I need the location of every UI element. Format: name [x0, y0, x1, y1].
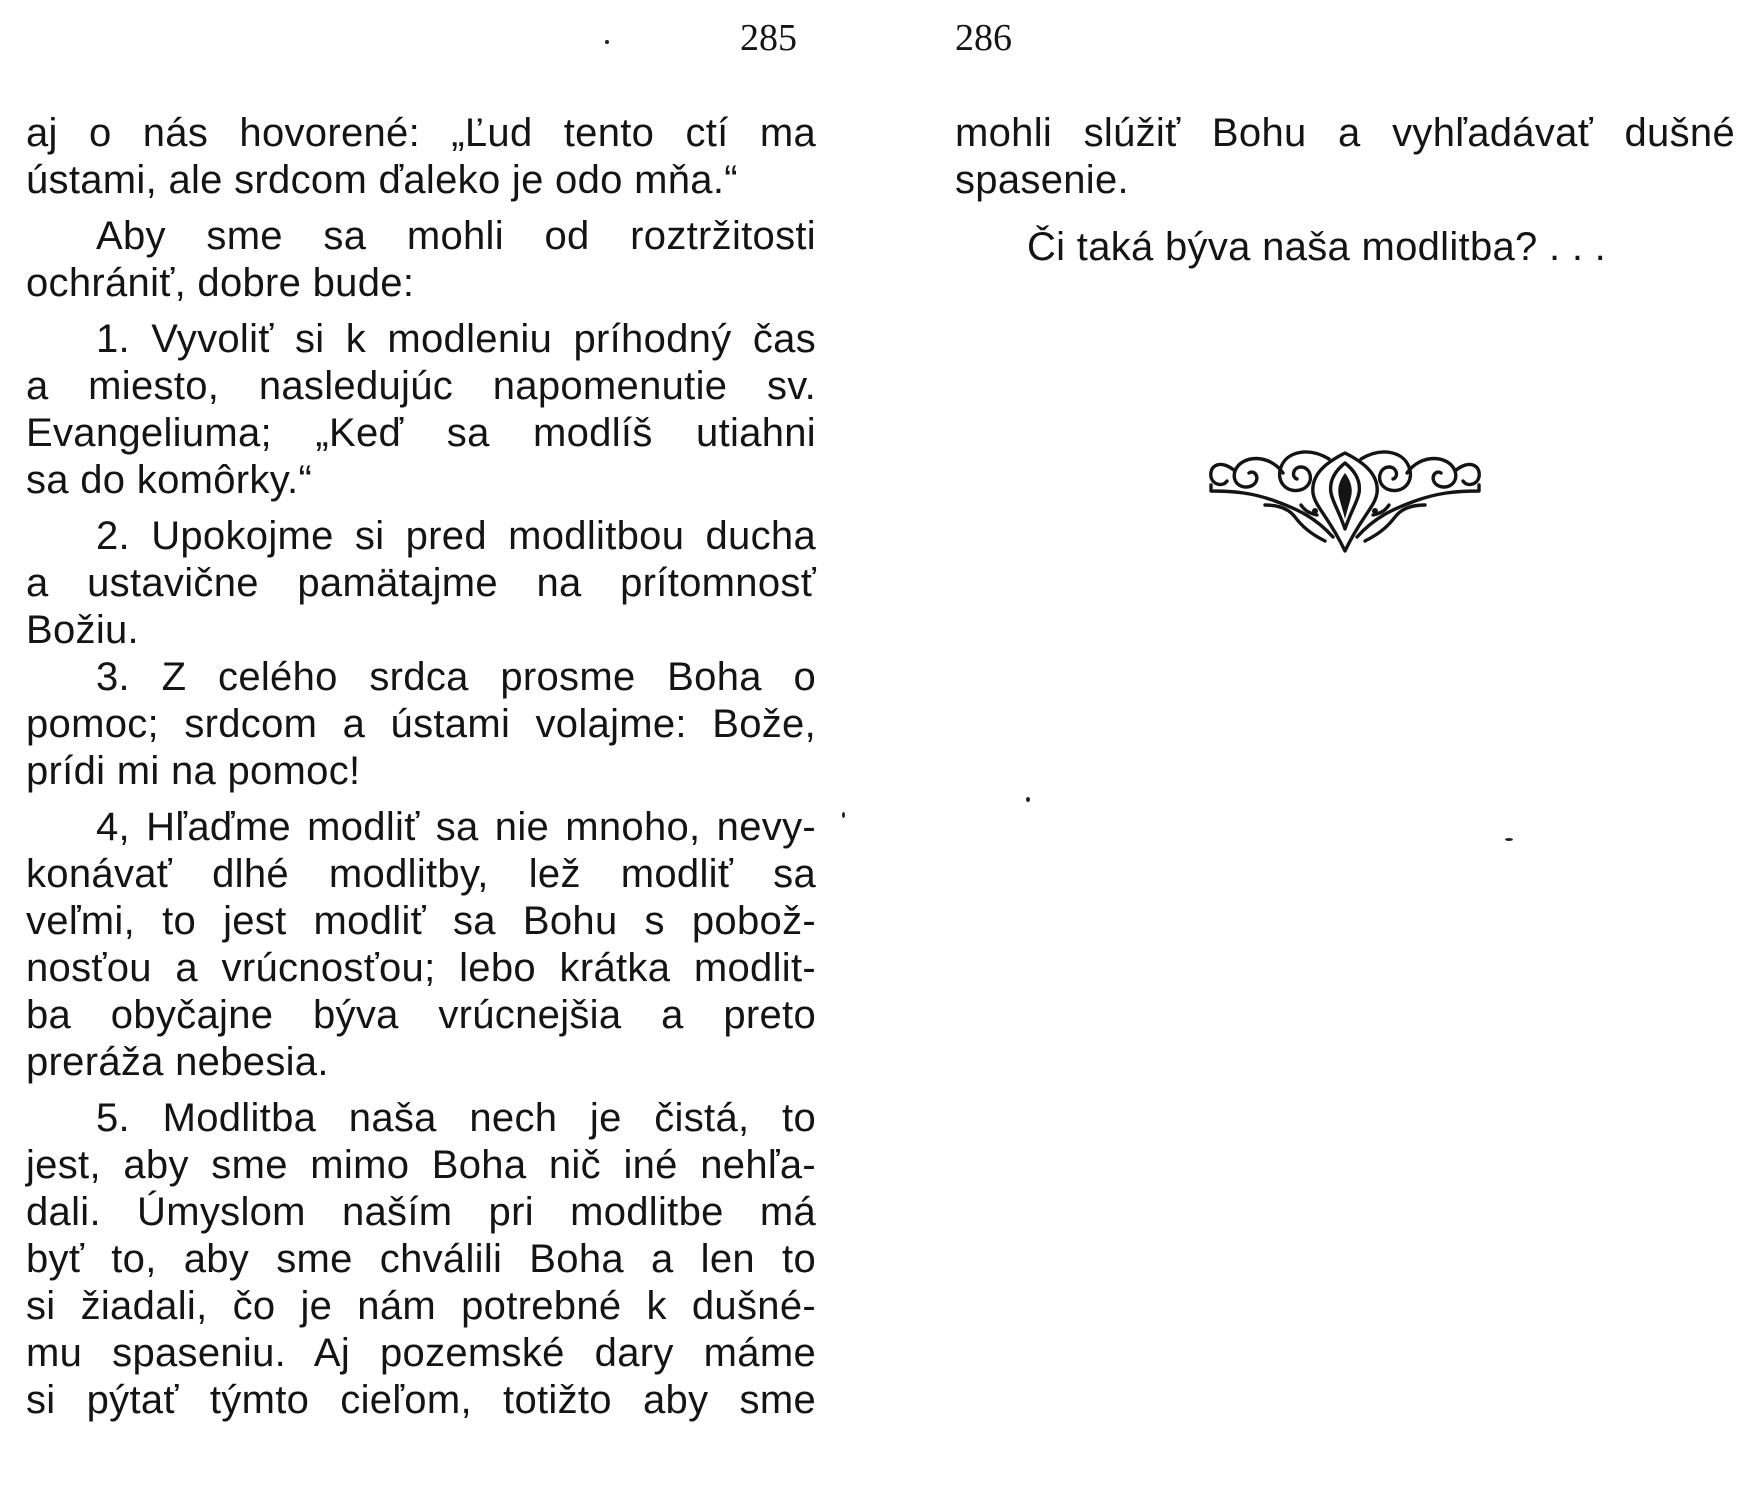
print-speck: [605, 40, 609, 44]
text-line: si pýtať týmto cieľom, totižto aby sme: [26, 1378, 816, 1422]
text-line: Evangeliuma; „Keď sa modlíš utiahni: [26, 411, 816, 455]
print-speck: [1026, 797, 1030, 802]
text-line: aj o nás hovorené: „Ľud tento ctí ma: [26, 111, 816, 155]
text-line: pomoc; srdcom a ústami volajme: Bože,: [26, 702, 816, 746]
text-line: spasenie.: [955, 158, 1129, 202]
text-line: preráža nebesia.: [26, 1040, 329, 1084]
text-line: 3. Z celého srdca prosme Boha o: [96, 655, 816, 699]
left-page-text: [26, 110, 816, 1424]
text-line: 5. Modlitba naša nech je čistá, to: [96, 1096, 816, 1140]
text-line: byť to, aby sme chválili Boha a len to: [26, 1237, 816, 1281]
print-speck: [842, 812, 845, 818]
text-line: mohli slúžiť Bohu a vyhľadávať dušné: [955, 111, 1735, 155]
text-line: nosťou a vrúcnosťou; lebo krátka modlit-: [26, 946, 816, 990]
right-page-text: [955, 110, 1735, 271]
text-line: ústami, ale srdcom ďaleko je odo mňa.“: [26, 158, 738, 202]
text-line: mu spaseniu. Aj pozemské dary máme: [26, 1331, 816, 1375]
text-line: 4, Hľaďme modliť sa nie mnoho, nevy-: [96, 805, 816, 849]
text-line: a ustavične pamätajme na prítomnosť: [26, 561, 816, 605]
text-line: jest, aby sme mimo Boha nič iné nehľa-: [26, 1143, 816, 1187]
page-number-left: 285: [740, 17, 797, 59]
text-line: sa do komôrky.“: [26, 458, 313, 502]
text-line: ba obyčajne býva vrúcnejšia a preto: [26, 993, 816, 1037]
text-line: a miesto, nasledujúc napomenutie sv.: [26, 364, 816, 408]
text-line: Aby sme sa mohli od roztržitosti: [96, 214, 816, 258]
text-line: veľmi, to jest modliť sa Bohu s pobož-: [26, 899, 816, 943]
print-speck: [1505, 838, 1513, 841]
text-line: Božiu.: [26, 608, 139, 652]
text-line: prídi mi na pomoc!: [26, 749, 361, 793]
scroll-ornament-icon: [1205, 445, 1485, 560]
text-line: 1. Vyvoliť si k modleniu príhodný čas: [96, 317, 816, 361]
text-line: dali. Úmyslom naším pri modlitbe má: [26, 1190, 816, 1234]
page-number-right: 286: [955, 17, 1012, 59]
text-line: ochrániť, dobre bude:: [26, 261, 415, 305]
text-line: konávať dlhé modlitby, lež modliť sa: [26, 852, 816, 896]
text-line: si žiadali, čo je nám potrebné k dušné-: [26, 1284, 816, 1328]
text-line: Či taká býva naša modlitba? . . .: [1027, 225, 1607, 269]
text-line: 2. Upokojme si pred modlitbou ducha: [96, 514, 816, 558]
